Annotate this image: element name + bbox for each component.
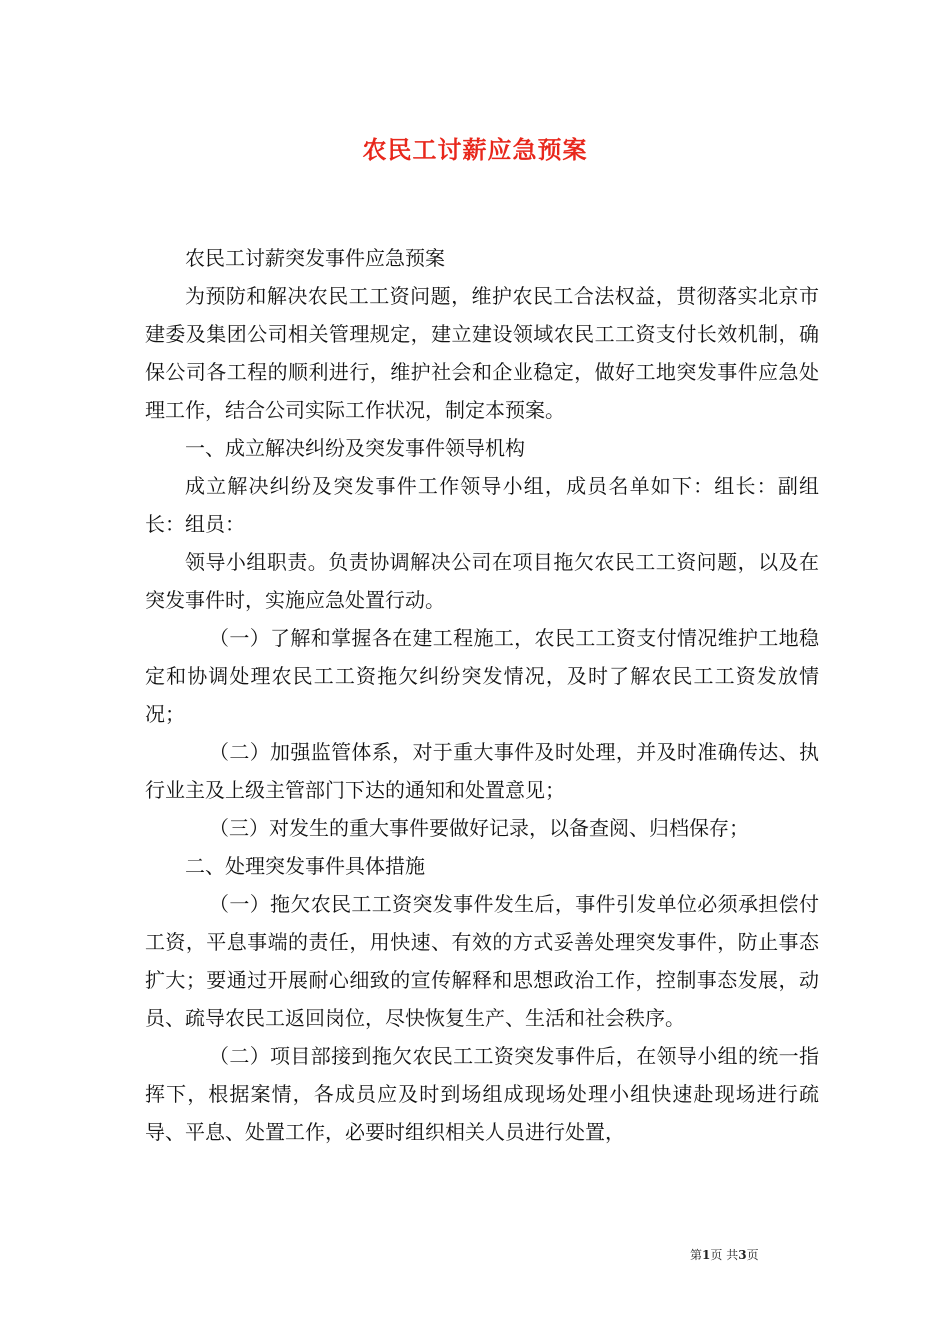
footer-middle: 页 共 [710,1248,739,1262]
paragraph-intro: 为预防和解决农民工工资问题，维护农民工合法权益，贯彻落实北京市建委及集团公司相关管理规定，建立建设领域农民工工资支付长效机制，确保公司各工程的顺利进行，维护社会和企业稳定，做好工地突发事件应急处理工作，结合公司实际工作状况，制定本预案。 [145,284,819,422]
paragraph-subtitle: 农民工讨薪突发事件应急预案 [185,246,445,270]
document-body [145,239,819,1151]
footer-suffix: 页 [746,1248,759,1262]
paragraph-duties: 领导小组职责。负责协调解决公司在项目拖欠农民工工资问题，以及在突发事件时，实施应急处置行动。 [145,550,819,612]
paragraph-measure-1: （一）拖欠农民工工资突发事件发生后，事件引发单位必须承担偿付工资，平息事端的责任，用快速、有效的方式妥善处理突发事件，防止事态扩大；要通过开展耐心细致的宣传解释和思想政治工作，控制事态发展，动员、疏导农民工返回岗位，尽快恢复生产、生活和社会秩序。 [145,892,819,1030]
paragraph-duty-1: （一）了解和掌握各在建工程施工，农民工工资支付情况维护工地稳定和协调处理农民工工资拖欠纠纷突发情况，及时了解农民工工资发放情况； [145,626,819,726]
paragraph-members: 成立解决纠纷及突发事件工作领导小组，成员名单如下：组长：副组长：组员： [145,474,819,536]
document-title: 农民工讨薪应急预案 [362,135,588,164]
section-heading-2: 二、处理突发事件具体措施 [185,854,425,878]
footer-total-pages: 3 [738,1248,747,1262]
footer-prefix: 第 [690,1248,703,1262]
paragraph-duty-2: （二）加强监管体系，对于重大事件及时处理，并及时准确传达、执行业主及上级主管部门下达的通知和处置意见； [145,740,819,802]
page-number-footer [690,1246,850,1264]
footer-current-page: 1 [702,1248,711,1262]
paragraph-measure-2: （二）项目部接到拖欠农民工工资突发事件后，在领导小组的统一指挥下，根据案情，各成员应及时到场组成现场处理小组快速赴现场进行疏导、平息、处置工作，必要时组织相关人员进行处置， [145,1044,819,1144]
paragraph-duty-3: （三）对发生的重大事件要做好记录，以备查阅、归档保存； [209,816,749,840]
section-heading-1: 一、成立解决纠纷及突发事件领导机构 [185,436,525,460]
